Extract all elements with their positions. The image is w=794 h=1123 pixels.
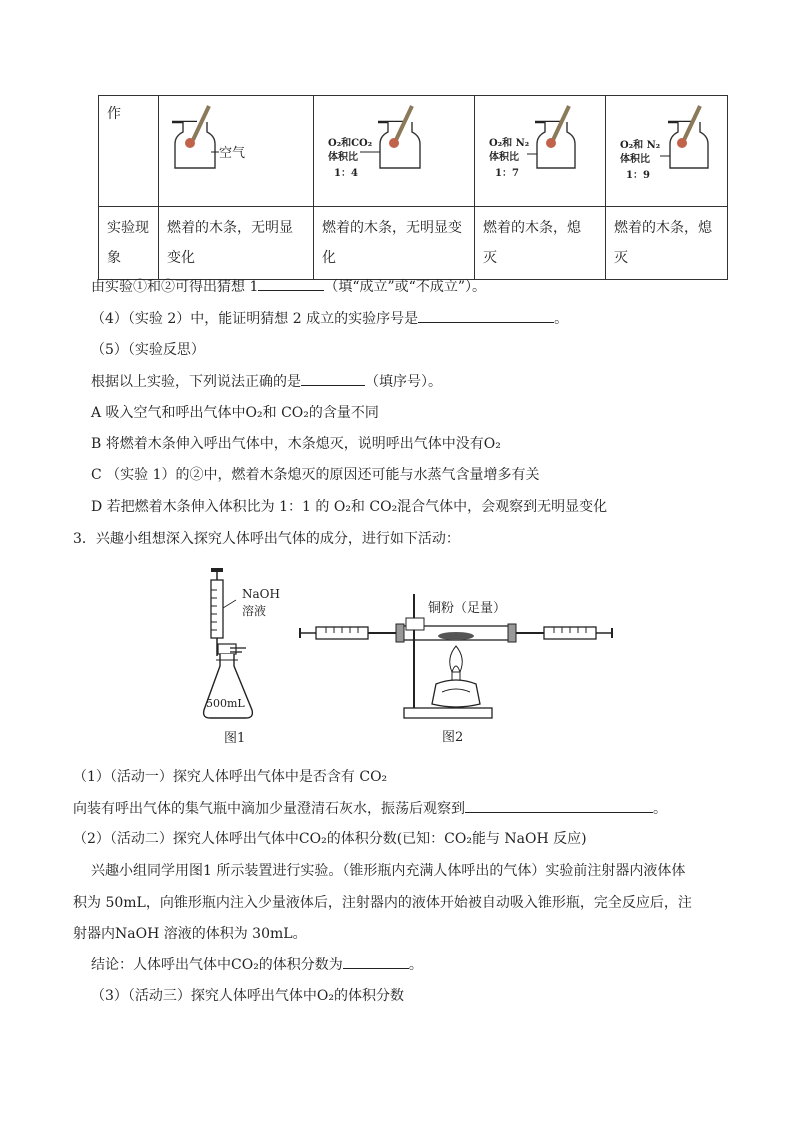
answer-blank	[301, 371, 365, 386]
row-label-text: 作	[107, 106, 121, 122]
setup-cell-o2-n2-1-9	[606, 96, 728, 207]
figure-2-copper-tube-apparatus	[296, 588, 626, 748]
phenomenon-text: 变化	[167, 250, 195, 266]
activity-3-heading: （3）（活动三）探究人体呼出气体中O₂的体积分数	[91, 988, 404, 1004]
answer-blank	[343, 954, 409, 969]
phenomenon-text: 灭	[614, 250, 628, 266]
figure-2-caption: 图2	[442, 730, 464, 745]
gas-bottle-o2-n2-1-7-illustration	[475, 96, 605, 202]
copper-powder-label: 铜粉（足量）	[428, 601, 507, 616]
gas-bottle-air-illustration	[159, 96, 313, 202]
option-d: D 若把燃着木条伸入体积比为 1：1 的 O₂和 CO₂混合气体中，会观察到无明显变化	[91, 499, 608, 515]
phenomenon-cell	[475, 207, 606, 280]
ratio-value: 1：7	[495, 168, 519, 179]
phenomenon-text: 燃着的木条，无明显变	[322, 220, 462, 236]
question-5-heading: （5）（实验反思）	[91, 342, 205, 358]
activity-1-question: 向装有呼出气体的集气瓶中滴加少量澄清石灰水，振荡后观察到 。	[73, 798, 667, 818]
row-label-phenomenon	[99, 207, 159, 280]
phenomenon-text: 燃着的木条，熄	[483, 220, 581, 236]
question-5-prompt: 根据以上实验，下列说法正确的是 （填序号）。	[91, 371, 442, 391]
phenomenon-cell	[606, 207, 728, 280]
gas-mix-label: O₂和 N₂	[489, 138, 530, 149]
phenomenon-text: 燃着的木条，熄	[614, 220, 712, 236]
activity-1-heading: （1）（活动一）探究人体呼出气体中是否含有 CO₂	[73, 769, 388, 785]
gas-mix-label: O₂和 N₂	[620, 140, 661, 151]
ratio-value: 1：4	[334, 168, 358, 179]
question-3-title: 3．兴趣小组想深入探究人体呼出气体的成分，进行如下活动：	[73, 531, 460, 547]
answer-blank	[258, 276, 324, 291]
activity-2-heading: （2）（活动二）探究人体呼出气体中CO₂的体积分数(已知：CO₂能与 NaOH 反应)	[73, 831, 587, 847]
option-b: B 将燃着木条伸入呼出气体中，木条熄灭，说明呼出气体中没有O₂	[91, 436, 501, 452]
answer-blank	[418, 308, 554, 323]
answer-blank	[465, 798, 653, 813]
naoh-label: NaOH	[242, 587, 280, 601]
row-label-text: 象	[107, 250, 121, 266]
flask-volume-label: 500mL	[206, 697, 245, 710]
phenomenon-cell	[159, 207, 314, 280]
air-label: 空气	[219, 146, 246, 161]
setup-cell-o2-n2-1-7	[475, 96, 606, 207]
row-label-text: 实验现	[107, 220, 149, 236]
gas-mix-label: O₂和CO₂	[328, 138, 373, 149]
figure-1-syringe-flask	[190, 560, 290, 750]
activity-2-paragraph: 射器内NaOH 溶液的体积为 30mL。	[73, 926, 307, 942]
conclusion-line: 由实验①和②可得出猜想 1 （填“成立”或“不成立”）。	[91, 276, 486, 296]
activity-2-conclusion: 结论：人体呼出气体中CO₂的体积分数为 。	[91, 954, 423, 974]
gas-bottle-o2-n2-1-9-illustration	[606, 96, 727, 202]
experiment-table	[98, 95, 728, 280]
phenomenon-text: 灭	[483, 250, 497, 266]
gas-bottle-o2-co2-illustration	[314, 96, 474, 202]
activity-2-paragraph: 兴趣小组同学用图1 所示装置进行实验。（锥形瓶内充满人体呼出的气体）实验前注射器内液体体	[91, 863, 686, 879]
ratio-value: 1：9	[626, 170, 650, 181]
row-label-operation	[99, 96, 159, 207]
activity-2-paragraph: 积为 50mL，向锥形瓶内注入少量液体后，注射器内的液体开始被自动吸入锥形瓶，完全反应后，注	[73, 895, 692, 911]
phenomenon-cell	[314, 207, 475, 280]
question-4: （4）（实验 2）中，能证明猜想 2 成立的实验序号是 。	[91, 308, 568, 328]
option-a: A 吸入空气和呼出气体中O₂和 CO₂的含量不同	[91, 405, 379, 421]
volume-ratio-label: 体积比	[489, 152, 519, 163]
setup-cell-air	[159, 96, 314, 207]
volume-ratio-label: 体积比	[328, 152, 358, 163]
option-c: C （实验 1）的②中，燃着木条熄灭的原因还可能与水蒸气含量增多有关	[91, 467, 540, 483]
figure-1-caption: 图1	[224, 731, 246, 746]
phenomenon-text: 化	[322, 250, 336, 266]
solution-label: 溶液	[242, 604, 267, 618]
setup-cell-o2-co2	[314, 96, 475, 207]
phenomenon-text: 燃着的木条，无明显	[167, 220, 293, 236]
volume-ratio-label: 体积比	[620, 154, 650, 165]
